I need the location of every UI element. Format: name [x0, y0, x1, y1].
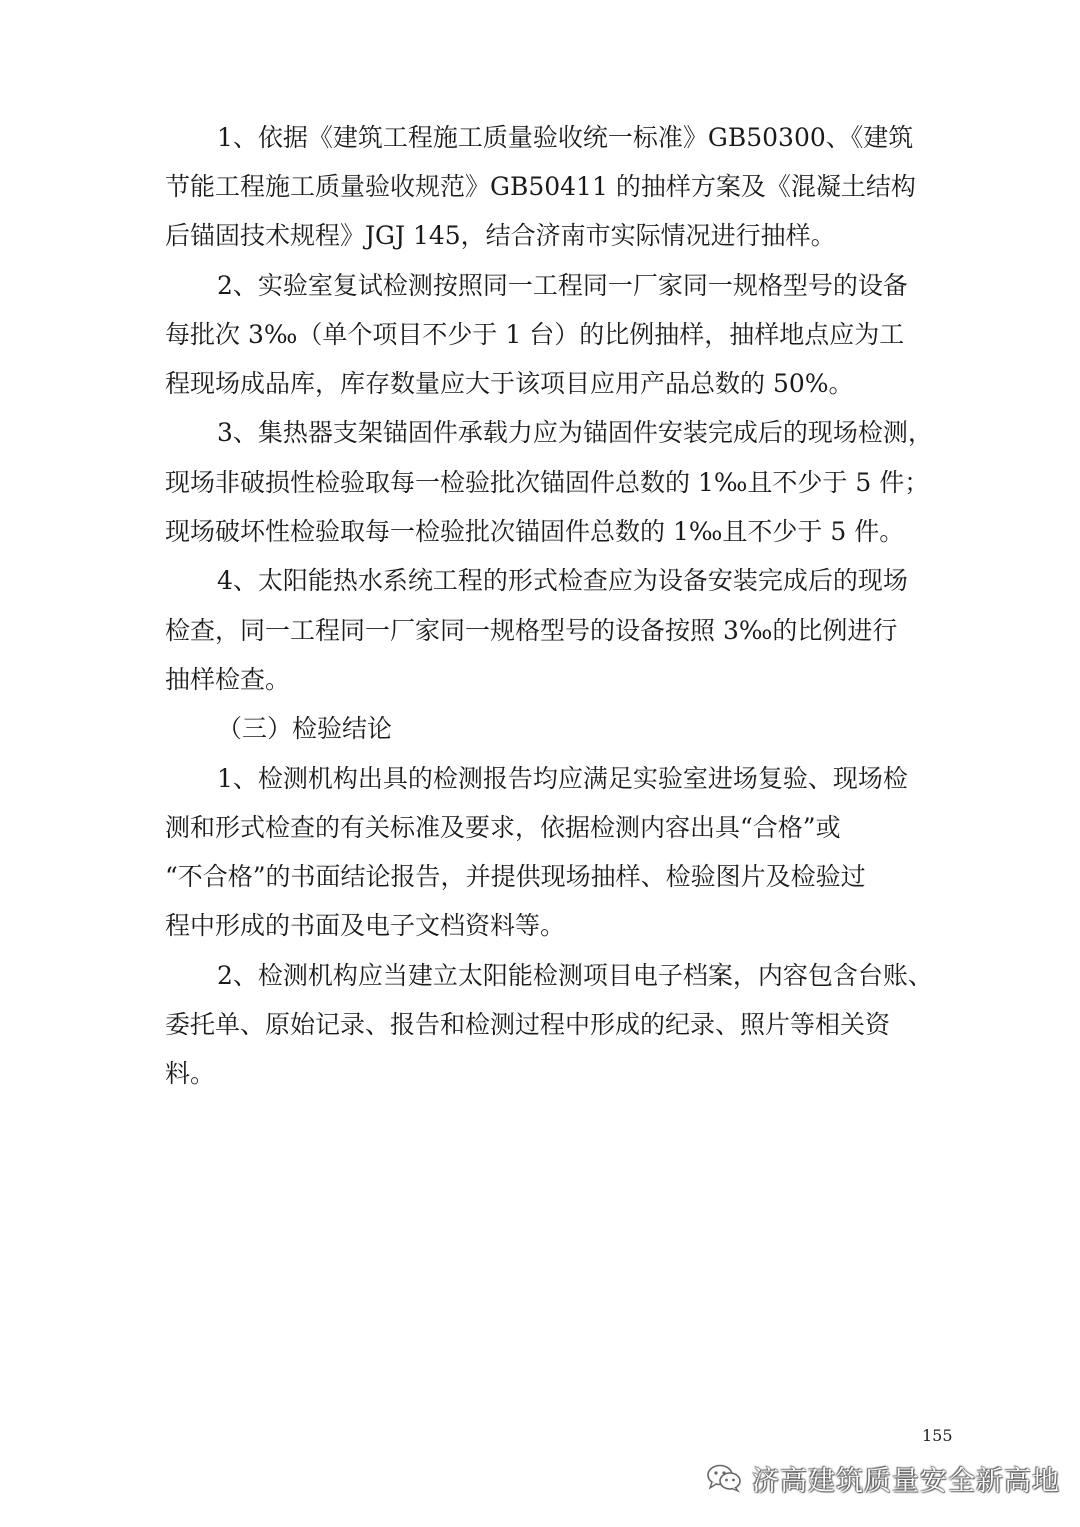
- text-line: 程现场成品库，库存数量应大于该项目应用产品总数的 50%。: [165, 369, 854, 398]
- watermark: [706, 1458, 1060, 1498]
- text-line: “不合格”的书面结论报告，并提供现场抽样、检验图片及检验过: [165, 862, 866, 891]
- text-line: 3、集热器支架锚固件承载力应为锚固件安装完成后的现场检测，: [217, 418, 933, 447]
- text-line: 测和形式检查的有关标准及要求，依据检测内容出具“合格”或: [165, 813, 841, 842]
- text-line: 1、依据《建筑工程施工质量验收统一标准》GB50300、《建筑: [217, 123, 914, 152]
- text-line: 每批次 3‰（单个项目不少于 1 台）的比例抽样，抽样地点应为工: [165, 320, 905, 349]
- text-line: 委托单、原始记录、报告和检测过程中形成的纪录、照片等相关资: [165, 1010, 891, 1039]
- text-line: 4、太阳能热水系统工程的形式检查应为设备安装完成后的现场: [217, 566, 908, 595]
- page-number: 155: [922, 1426, 953, 1445]
- text-line: 现场破坏性检验取每一检验批次锚固件总数的 1‰且不少于 5 件。: [165, 517, 905, 546]
- watermark-text: 济高建筑质量安全新高地: [752, 1465, 1060, 1497]
- text-line: 2、检测机构应当建立太阳能检测项目电子档案，内容包含台账、: [217, 961, 933, 990]
- text-line: 节能工程施工质量验收规范》GB50411 的抽样方案及《混凝土结构: [165, 172, 916, 201]
- text-line: 料。: [165, 1059, 216, 1088]
- text-line: 后锚固技术规程》JGJ 145，结合济南市实际情况进行抽样。: [165, 221, 836, 250]
- text-line: 程中形成的书面及电子文档资料等。: [165, 911, 566, 940]
- wechat-icon: [706, 1463, 742, 1493]
- text-line: 现场非破损性检验取每一检验批次锚固件总数的 1‰且不少于 5 件；: [165, 468, 930, 497]
- text-line: 1、检测机构出具的检测报告均应满足实验室进场复验、现场检: [217, 764, 908, 793]
- text-line: 2、实验室复试检测按照同一工程同一厂家同一规格型号的设备: [217, 271, 908, 300]
- text-line: 抽样检查。: [165, 665, 291, 694]
- text-line: 检查，同一工程同一厂家同一规格型号的设备按照 3‰的比例进行: [165, 616, 898, 645]
- section-heading: （三）检验结论: [217, 714, 393, 743]
